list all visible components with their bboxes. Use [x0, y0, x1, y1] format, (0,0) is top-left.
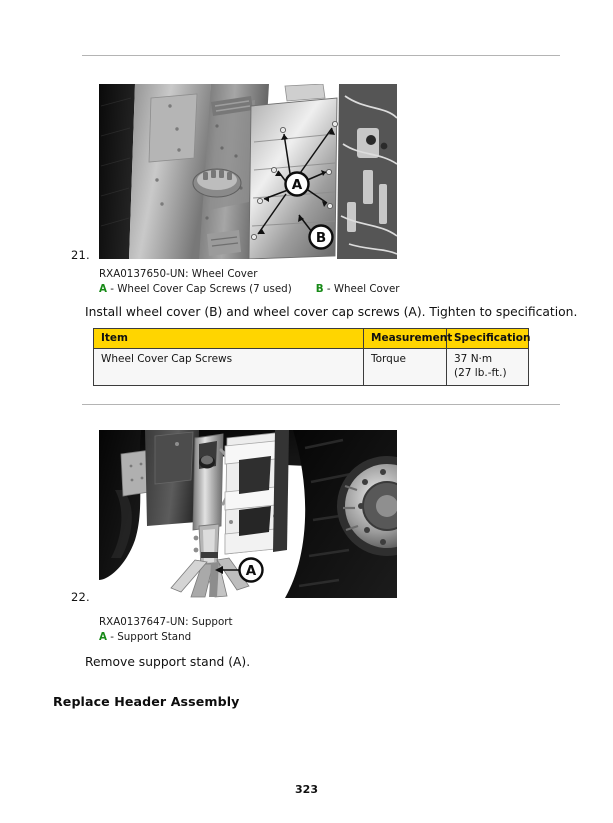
table-header-specification: Specification: [447, 329, 529, 349]
figure-support-stand: [99, 430, 397, 598]
legend-dash-a-support: -: [106, 631, 118, 643]
legend-dash-a: -: [106, 283, 118, 295]
legend-item-b: [316, 283, 400, 295]
callout-marker-b: [310, 226, 333, 249]
top-separator-rule: [82, 55, 560, 56]
support-stand-illustration: [99, 430, 397, 598]
callout-marker-a-support: [240, 559, 263, 582]
page-number: 323: [295, 783, 318, 796]
legend-label-a: Wheel Cover Cap Screws (7 used): [117, 283, 292, 295]
legend-key-a-support: A: [99, 631, 107, 643]
svg-text:A: A: [245, 563, 257, 579]
cell-specification: [447, 349, 529, 386]
spec-imperial: (27 lb.-ft.): [454, 366, 507, 379]
table-header-row: [94, 329, 529, 349]
figure-legend-support: [99, 631, 191, 643]
figure-legend-wheel-cover: [99, 283, 400, 295]
legend-key-b: B: [315, 283, 324, 295]
table-header-item: Item: [94, 329, 364, 349]
legend-item-a: [99, 283, 292, 295]
legend-dash-b: -: [323, 283, 334, 295]
figure-caption-wheel-cover: RXA0137650-UN: Wheel Cover: [99, 268, 258, 280]
step-number-21: 21.: [71, 248, 90, 262]
table-header-measurement: Measurement: [364, 329, 447, 349]
step-21-instruction: Install wheel cover (B) and wheel cover cap screws (A). Tighten to specification.: [85, 305, 578, 319]
step-22-instruction: Remove support stand (A).: [85, 655, 251, 669]
svg-text:B: B: [315, 230, 327, 246]
specification-table: [93, 328, 529, 386]
cell-measurement: Torque: [364, 349, 447, 386]
figure-caption-support: RXA0137647-UN: Support: [99, 616, 233, 628]
middle-separator-rule: [82, 404, 560, 405]
svg-text:A: A: [291, 177, 303, 193]
spec-metric: 37 N·m: [454, 353, 493, 366]
section-heading: Replace Header Assembly: [53, 694, 240, 709]
table-row: [94, 349, 529, 386]
wheel-cover-illustration: [99, 84, 397, 259]
figure-wheel-cover: [99, 84, 397, 259]
legend-label-b: Wheel Cover: [333, 283, 400, 295]
callout-marker-a: [286, 173, 309, 196]
legend-label-a-support: Support Stand: [117, 631, 192, 643]
step-number-22: 22.: [71, 590, 90, 604]
cell-item: Wheel Cover Cap Screws: [94, 349, 364, 386]
legend-key-a: A: [99, 283, 107, 295]
legend-item-a-support: [99, 631, 191, 643]
